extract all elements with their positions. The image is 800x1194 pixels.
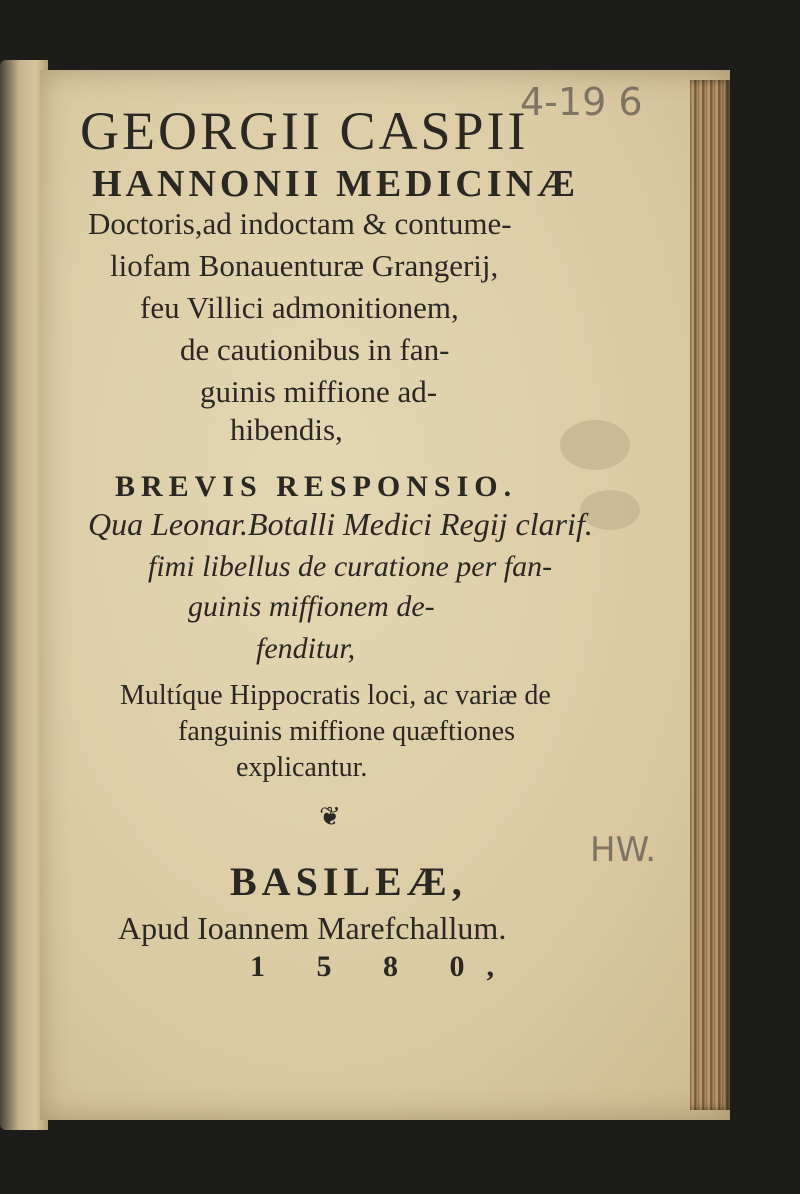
body-line-1: Multíque Hippocratis loci, ac variæ de [120, 680, 551, 711]
italic-line-3: guinis miffionem de- [188, 590, 435, 623]
handwritten-note: HW. [590, 830, 657, 870]
body-line-3: explicantur. [236, 752, 368, 783]
page-fore-edge [690, 80, 730, 1110]
title-line-4: de cautionibus in fan- [180, 332, 450, 367]
handwritten-shelfmark: 4-19 6 [520, 80, 643, 124]
response-heading: BREVIS RESPONSIO. [115, 470, 518, 503]
title-line-2: liofam Bonauenturæ Grangerij, [110, 248, 499, 283]
title-line-1: Doctoris,ad indoctam & contume- [88, 206, 512, 241]
title-author: GEORGII CASPII [80, 101, 529, 161]
italic-line-4: fenditur, [256, 632, 356, 665]
title-line-5: guinis miffione ad- [200, 374, 438, 409]
title-line-3: feu Villici admonitionem, [140, 290, 459, 325]
imprint-place: BASILEÆ, [230, 859, 467, 904]
italic-line-2: fimi libellus de curatione per fan- [148, 550, 553, 583]
printers-ornament: ❦ [319, 802, 341, 832]
title-line-6: hibendis, [230, 412, 343, 447]
imprint-year: 1 5 8 0, [250, 950, 516, 983]
italic-line-1: Qua Leonar.Botalli Medici Regij clarif. [88, 506, 593, 542]
imprint-printer: Apud Ioannem Marefchallum. [118, 910, 507, 946]
subtitle: HANNONII MEDICINÆ [92, 163, 580, 205]
body-line-2: fanguinis miffione quæftiones [178, 716, 515, 747]
